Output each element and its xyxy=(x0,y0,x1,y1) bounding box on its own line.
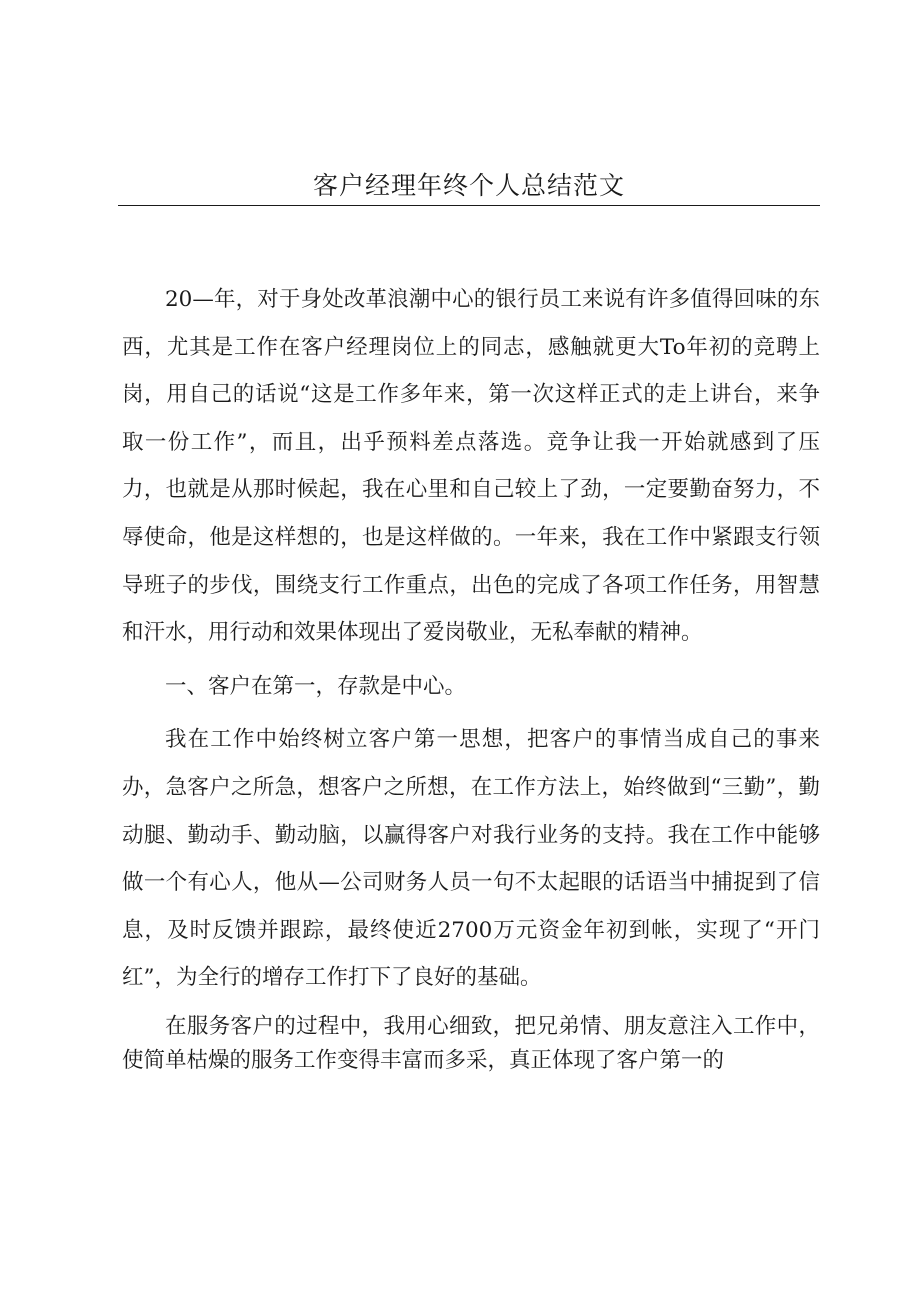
section-heading-1: 一、客户在第一，存款是中心。 xyxy=(165,673,467,699)
title-underline xyxy=(118,205,820,206)
paragraph-intro: 20—年，对于身处改革浪潮中心的银行员工来说有许多值得回味的东西，尤其是工作在客户经理岗位上的同志，感触就更大To年初的竞聘上岗，用自己的话说“这是工作多年来，第一次这样正式的走上讲台，来争取一份工作”，而且，出乎预料差点落选。竞争让我一开始就感到了压力，也就是从那时候起，我在心里和自己较上了劲，一定要勤奋努力，不辱使命，他是这样想的，也是这样做的。一年来，我在工作中紧跟支行领导班子的步伐，围绕支行工作重点，出色的完成了各项工作任务，用智慧和汗水，用行动和效果体现出了爱岗敬业，无私奉献的精神。 xyxy=(122,287,820,646)
paragraph-service: 在服务客户的过程中，我用心细致，把兄弟情、朋友意注入工作中，使简单枯燥的服务工作变得丰富而多采，真正体现了客户第一的 xyxy=(122,1013,820,1073)
paragraph-customer-first: 我在工作中始终树立客户第一思想，把客户的事情当成自己的事来办，急客户之所急，想客户之所想，在工作方法上，始终做到“三勤”，勤动腿、勤动手、勤动脑，以赢得客户对我行业务的支持。我在工作中能够做一个有心人，他从—公司财务人员一句不太起眼的话语当中捕捉到了信息，及时反馈并跟踪，最终使近2700万元资金年初到帐，实现了“开门红”，为全行的增存工作打下了良好的基础。 xyxy=(122,727,820,991)
document-title: 客户经理年终个人总结范文 xyxy=(312,171,625,200)
document-body xyxy=(122,276,820,1078)
